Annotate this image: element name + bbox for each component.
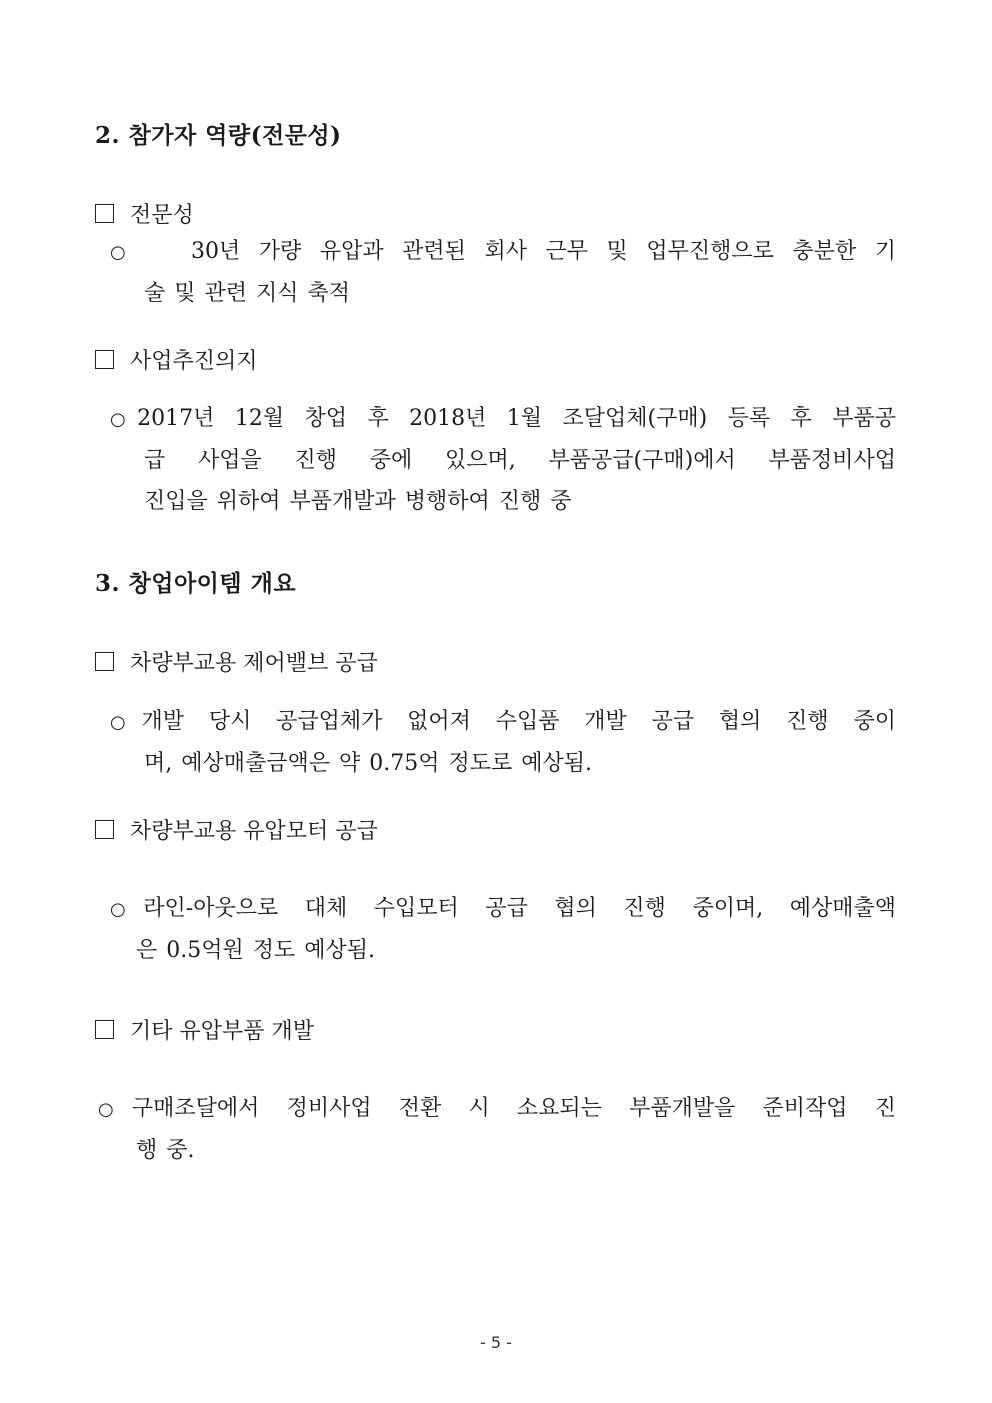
- circle-bullet-icon: ○: [110, 409, 138, 430]
- business-will-bullet: [110, 398, 896, 522]
- hydraulic-motor-bullet: [110, 888, 896, 971]
- bullet-text: 2017년 12월 창업 후 2018년 1월 조달업체(구매) 등록 후 부품공: [137, 406, 896, 431]
- section-2-heading: 2. 참가자 역량(전문성): [95, 122, 342, 149]
- bullet-text: 구매조달에서 정비사업 전환 시 소요되는 부품개발을 준비작업 진: [131, 1096, 896, 1121]
- control-valve-label: 차량부교용 제어밸브 공급: [130, 651, 378, 676]
- bullet-line: 행 중.: [136, 1138, 195, 1163]
- hydraulic-motor-item: [95, 814, 378, 845]
- circle-bullet-icon: ○: [98, 1099, 132, 1120]
- bullet-line: 은 0.5억원 정도 예상됨.: [136, 938, 375, 963]
- other-parts-label: 기타 유압부품 개발: [130, 1019, 315, 1044]
- bullet-line: [98, 1088, 896, 1130]
- other-parts-bullet: [98, 1088, 896, 1171]
- business-will-label: 사업추진의지: [130, 349, 258, 374]
- circle-bullet-icon: ○: [110, 242, 136, 263]
- bullet-line: [110, 888, 896, 930]
- bullet-line: 급 사업을 진행 중에 있으며, 부품공급(구매)에서 부품정비사업: [144, 448, 896, 473]
- bullet-line: [110, 231, 896, 273]
- bullet-line: 며, 예상매출금액은 약 0.75억 정도로 예상됨.: [144, 751, 592, 776]
- page-number: - 5 -: [480, 1333, 512, 1352]
- bullet-text: 개발 당시 공급업체가 없어져 수입품 개발 공급 협의 진행 중이: [141, 709, 896, 734]
- checkbox-icon: [95, 1020, 114, 1039]
- checkbox-icon: [95, 820, 114, 839]
- control-valve-bullet: [110, 701, 896, 784]
- hydraulic-motor-label: 차량부교용 유압모터 공급: [130, 819, 378, 844]
- control-valve-item: [95, 646, 378, 677]
- bullet-line: 술 및 관련 지식 축적: [144, 281, 350, 306]
- checkbox-icon: [95, 204, 114, 223]
- checkbox-icon: [95, 350, 114, 369]
- bullet-line: [110, 701, 896, 743]
- bullet-line: 진입을 위하여 부품개발과 병행하여 진행 중: [144, 489, 572, 514]
- business-will-item: [95, 344, 258, 375]
- circle-bullet-icon: ○: [110, 899, 144, 920]
- other-parts-item: [95, 1014, 314, 1045]
- expertise-item: [95, 198, 194, 229]
- circle-bullet-icon: ○: [110, 712, 142, 733]
- bullet-line: [110, 398, 896, 440]
- checkbox-icon: [95, 652, 114, 671]
- section-3-heading: 3. 창업아이템 개요: [95, 570, 297, 597]
- expertise-label: 전문성: [130, 203, 194, 228]
- expertise-bullet: [110, 231, 896, 314]
- bullet-text: 라인-아웃으로 대체 수입모터 공급 협의 진행 중이며, 예상매출액: [143, 896, 896, 921]
- bullet-text: 30년 가량 유압과 관련된 회사 근무 및 업무진행으로 충분한 기: [190, 239, 896, 264]
